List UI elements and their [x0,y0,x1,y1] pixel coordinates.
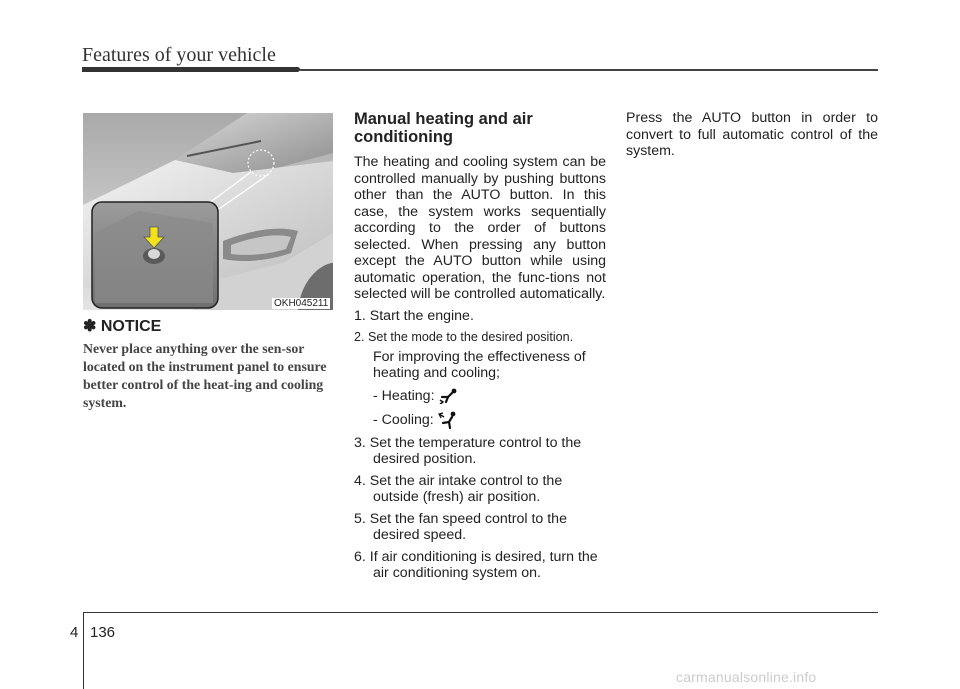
section-title: Features of your vehicle [82,44,276,66]
chapter-number: 4 [70,624,79,641]
step-5: 5. Set the fan speed control to the desired speed. [354,510,567,543]
header-rule-thick [82,67,300,72]
auto-paragraph: Press the AUTO button in order to convert to full automatic control of the system. [626,110,878,159]
step-2: 2. Set the mode to the desired position. [354,330,574,344]
footer-vertical-rule [83,612,84,689]
cooling-label: - Cooling: [373,411,434,428]
header-rule-thin [300,69,878,71]
notice-title: ✽ NOTICE [83,318,162,335]
car-sensor-illustration [83,113,333,310]
notice-text: Never place anything over the sen-sor located on the instrument panel to ensure better control of the heat-ing and cooling system. [83,341,327,410]
watermark: carmanualsonline.info [676,669,817,685]
figure-code: OKH045211 [274,298,329,309]
car-illustration-svg [83,113,333,310]
step-6: 6. If air conditioning is desired, turn the air conditioning system on. [354,548,598,581]
face-mode-icon [438,411,458,429]
manual-section [354,110,606,582]
step-1: 1. Start the engine. [354,307,474,324]
page-number: 136 [90,624,116,641]
floor-mode-icon [439,388,459,404]
heating-mode-line [354,386,606,406]
heating-label: - Heating: [373,387,435,404]
step-4: 4. Set the air intake control to the outside (fresh) air position. [354,472,563,505]
step-3: 3. Set the temperature control to the desired position. [354,434,582,467]
manual-intro: The heating and cooling system can be controlled manually by pushing buttons other than the AUTO button. In this case, the system works sequentially according to the order of buttons selected. When pressing any button except the AUTO button while using automatic operation, the func-tions not selected will be controlled automatically. [354,154,606,302]
manual-heading: Manual heating and air conditioning [354,110,533,146]
step-2-note: For improving the effectiveness of heating and cooling; [373,348,586,381]
cooling-mode-line [354,410,606,430]
footer-horizontal-rule [83,612,878,613]
